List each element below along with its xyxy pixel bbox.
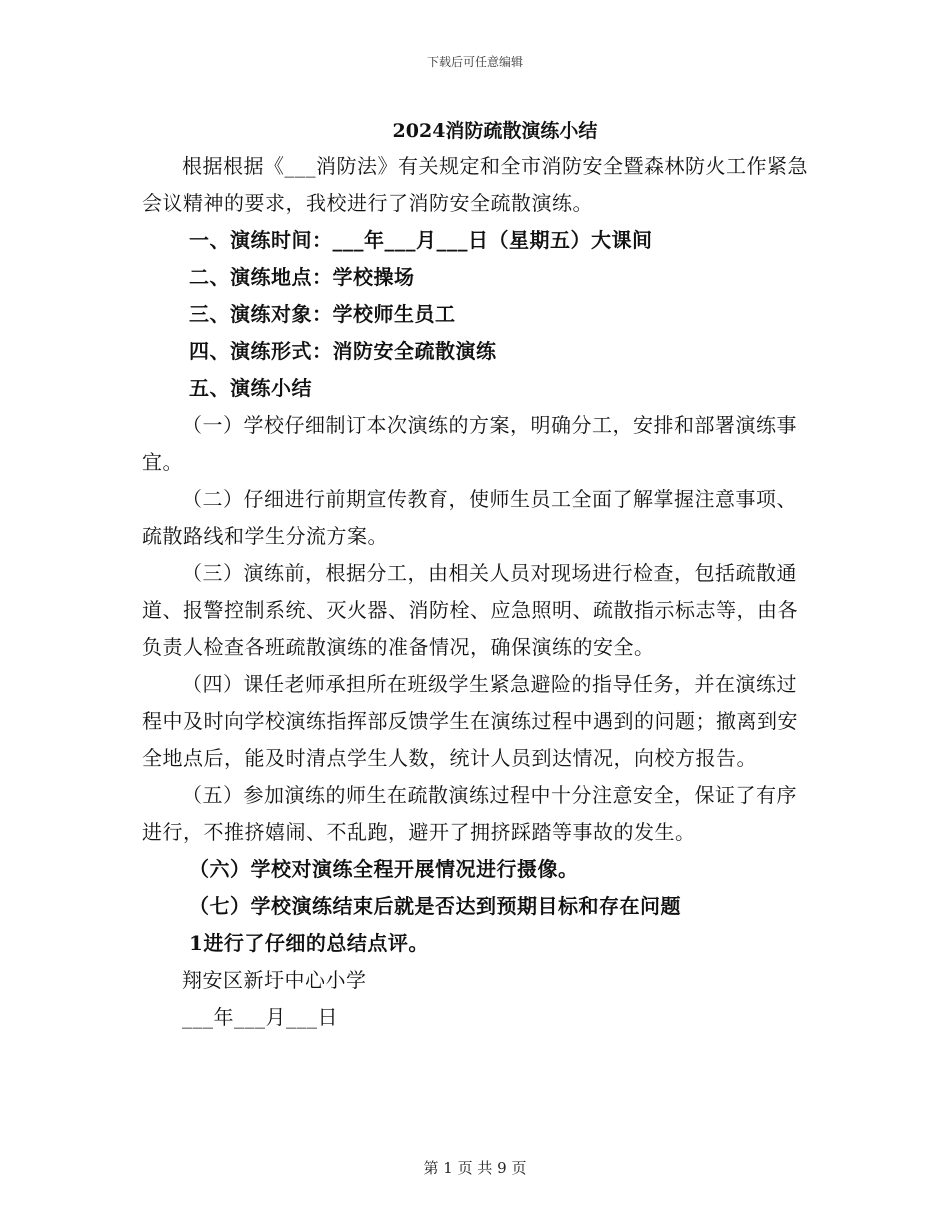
intro-paragraph: 根据根据《___消防法》有关规定和全市消防安全暨森林防火工作紧急会议精神的要求，我校进行了消防安全疏散演练。 bbox=[142, 154, 808, 215]
summary-item-5: （五）参加演练的师生在疏散演练过程中十分注意安全，保证了有序进行，不推挤嬉闹、不乱跑，避开了拥挤踩踏等事故的发生。 bbox=[142, 783, 797, 844]
summary-item-7: （七）学校演练结束后就是否达到预期目标和存在问题 bbox=[189, 894, 681, 918]
summary-item-1: （一）学校仔细制订本次演练的方案，明确分工，安排和部署演练事宜。 bbox=[142, 413, 797, 474]
page-number: 第 1 页 共 9 页 bbox=[423, 1159, 527, 1177]
section-summary: 五、演练小结 bbox=[189, 376, 312, 400]
summary-item-2: （二）仔细进行前期宣传教育，使师生员工全面了解掌握注意事项、疏散路线和学生分流方案。 bbox=[142, 487, 797, 548]
section-place: 二、演练地点：学校操场 bbox=[189, 265, 415, 289]
summary-item-6: （六）学校对演练全程开展情况进行摄像。 bbox=[189, 857, 579, 881]
document-title: 2024消防疏散演练小结 bbox=[392, 120, 598, 142]
section-form: 四、演练形式：消防安全疏散演练 bbox=[189, 339, 497, 363]
document-body bbox=[142, 148, 810, 1036]
summary-item-3: （三）演练前，根据分工，由相关人员对现场进行检查，包括疏散通道、报警控制系统、灭火器、消防栓、应急照明、疏散指示标志等，由各负责人检查各班疏散演练的准备情况，确保演练的安全。 bbox=[142, 561, 798, 659]
section-time: 一、演练时间：___年___月___日（星期五）大课间 bbox=[189, 228, 653, 252]
signature-school: 翔安区新圩中心小学 bbox=[182, 968, 367, 992]
summary-item-8: 1进行了仔细的总结点评。 bbox=[189, 931, 429, 955]
page-header-note: 下载后可任意编辑 bbox=[426, 55, 523, 69]
section-target: 三、演练对象：学校师生员工 bbox=[189, 302, 456, 326]
summary-item-4: （四）课任老师承担所在班级学生紧急避险的指导任务，并在演练过程中及时向学校演练指挥部反馈学生在演练过程中遇到的问题；撤离到安全地点后，能及时清点学生人数，统计人员到达情况，向校方报告。 bbox=[142, 672, 798, 770]
signature-date: ___年___月___日 bbox=[182, 1005, 338, 1029]
